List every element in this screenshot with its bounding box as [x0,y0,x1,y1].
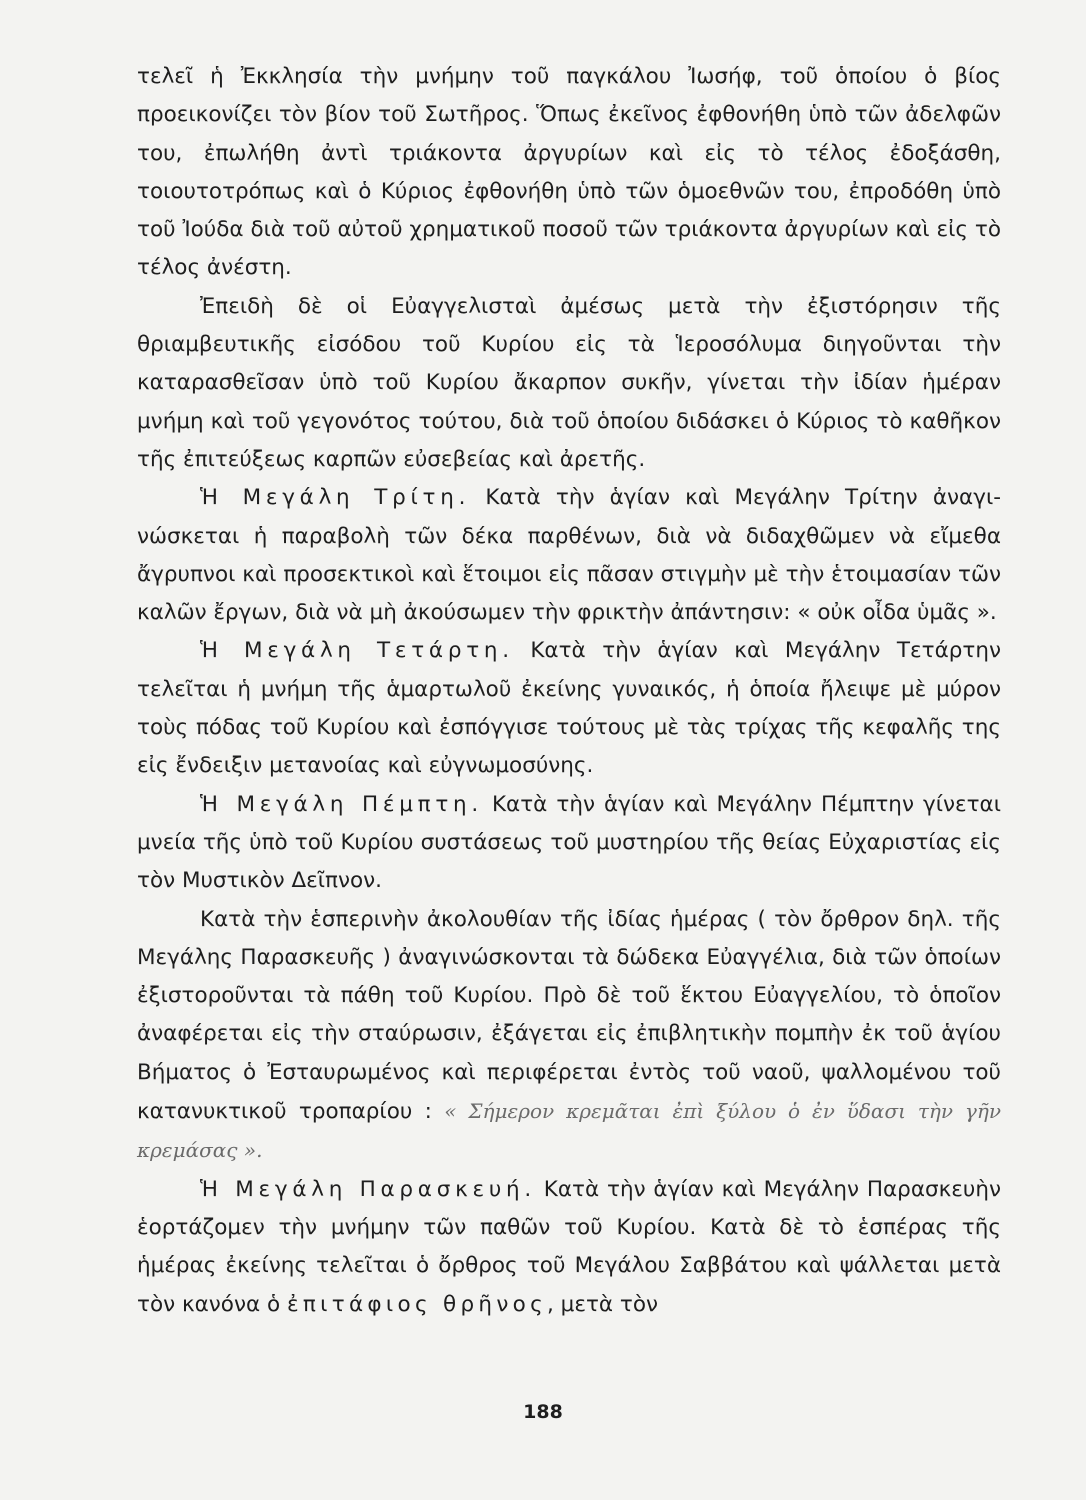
page-number: 188 [523,1401,563,1423]
great-wednesday-text: Κατὰ τὴν ἁγίαν καὶ Μεγάλην Τετάρτην τελεῖται ἡ μνήμη τῆς ἁμαρτωλοῦ ἐκείνης γυναικός, ἡ ὁποία ἤλειψε μὲ μύρον τοὺς πόδας τοῦ Κυρίου καὶ ἐσπόγγισε τούτους μὲ τὰς τρίχας τῆς κεφαλῆς της εἰς ἔνδειξιν μετανοίας καὶ εὐγνωμοσύνης. [137,638,1001,779]
great-friday-tail: , μετὰ τὸν [547,1291,659,1317]
great-tuesday-heading: Ἡ Μεγάλη Τρίτη. [200,485,471,511]
paragraph-1 [137,58,1001,288]
paragraph-1-text: τελεῖ ἡ Ἐκκλησία τὴν μνήμην τοῦ παγκάλου Ἰωσήφ, τοῦ ὁποίου ὁ βίος προεικονίζει τὸν βίον τοῦ Σωτῆρος. Ὅπως ἐκεῖνος ἐφθονήθη ὑπὸ τῶν ἀδελφῶν του, ἐπωλήθη ἀντὶ τριάκοντα ἀργυρίων καὶ εἰς τὸ τέλος ἐδοξάσθη, τοιουτοτρόπως καὶ ὁ Κύριος ἐφθονήθη ὑπὸ τῶν ὁμοεθνῶν του, ἐπροδόθη ὑπὸ τοῦ Ἰούδα διὰ τοῦ αὐτοῦ χρηματικοῦ ποσοῦ τῶν τριάκοντα ἀργυρίων καὶ εἰς τὸ τέλος ἀνέστη. [137,64,1001,281]
great-thursday-text: Κατὰ τὴν ἁγίαν καὶ Μεγάλην Πέμπτην γίνεται μνεία τῆς ὑπὸ τοῦ Κυρίου συστάσεως τοῦ μυστηρίου τῆς θείας Εὐχαριστίας εἰς τὸν Μυστικὸν Δεῖπνον. [137,791,1001,894]
great-friday-text: Κατὰ τὴν ἁγίαν καὶ Μεγάλην Παρασκευὴν ἑορτάζομεν τὴν μνήμην τῶν παθῶν τοῦ Κυρίου. Κατὰ δὲ τὸ ἑσπέρας τῆς ἡμέρας ἐκείνης τελεῖται ὁ ὄρθρος τοῦ Μεγάλου Σαββάτου καὶ ψάλλεται μετὰ τὸν κανόνα ὁ [137,1176,1001,1317]
great-thursday-heading: Ἡ Μεγάλη Πέμπτη. [200,791,483,817]
paragraph-2 [137,288,1001,479]
great-tuesday-text: Κατὰ τὴν ἁγίαν καὶ Μεγάλην Τρίτην ἀναγινώσκεται ἡ παραβολὴ τῶν δέκα παρθένων, διὰ νὰ διδαχθῶμεν νὰ εἴμεθα ἄγρυπνοι καὶ προσεκτικοὶ καὶ ἕτοιμοι εἰς πᾶσαν στιγμὴν μὲ τὴν ἑτοιμασίαν τῶν καλῶν ἔργων, διὰ νὰ μὴ ἀκούσωμεν τὴν φρικτὴν ἀπάντησιν: « οὐκ οἶδα ὑμᾶς ». [137,485,1001,626]
paragraph-evening-service [137,901,1001,1171]
paragraph-great-friday [137,1171,1001,1324]
great-friday-heading: Ἡ Μεγάλη Παρασκευή. [200,1176,536,1202]
evening-service-text: Κατὰ τὴν ἑσπερινὴν ἀκολουθίαν τῆς ἰδίας ἡμέρας ( τὸν ὄρθρον δηλ. τῆς Μεγάλης Παρασκευῆς ) ἀναγινώσκονται τὰ δώδεκα Εὐαγγέλια, διὰ τῶν ὁποίων ἐξιστοροῦνται τὰ πάθη τοῦ Κυρίου. Πρὸ δὲ τοῦ ἕκτου Εὐαγγελίου, τὸ ὁποῖον ἀναφέρεται εἰς τὴν σταύρωσιν, ἐξάγεται εἰς ἐπιβλητικὴν πομπὴν ἐκ τοῦ ἁγίου Βήματος ὁ Ἐσταυρωμένος καὶ περιφέρεται ἐντὸς τοῦ ναοῦ, ψαλλομένου τοῦ κατανυκτικοῦ τροπαρίου : [137,906,1001,1125]
paragraph-2-text: Ἐπειδὴ δὲ οἱ Εὐαγγελισταὶ ἀμέσως μετὰ τὴν ἐξιστόρησιν τῆς θριαμβευτικῆς εἰσόδου τοῦ Κυρίου εἰς τὰ Ἱεροσόλυμα διηγοῦνται τὴν καταρασθεῖσαν ὑπὸ τοῦ Κυρίου ἄκαρπον συκῆν, γίνεται τὴν ἰδίαν ἡμέραν μνήμη καὶ τοῦ γεγονότος τούτου, διὰ τοῦ ὁποίου διδάσκει ὁ Κύριος τὸ καθῆκον τῆς ἐπιτεύξεως καρπῶν εὐσεβείας καὶ ἀρετῆς. [137,293,1001,472]
paragraph-great-tuesday [137,479,1001,632]
body-text [137,58,1001,1324]
paragraph-great-thursday [137,786,1001,901]
epitaphios-term: ἐπιτάφιος θρῆνος [286,1291,548,1317]
paragraph-great-wednesday [137,632,1001,785]
troparion-quote: « Σήμερον κρεμᾶται ἐπὶ ξύλου ὁ ἐν ὕδασι τὴν γῆν κρεμάσας ». [137,1099,1001,1163]
great-wednesday-heading: Ἡ Μεγάλη Τετάρτη. [200,638,514,664]
